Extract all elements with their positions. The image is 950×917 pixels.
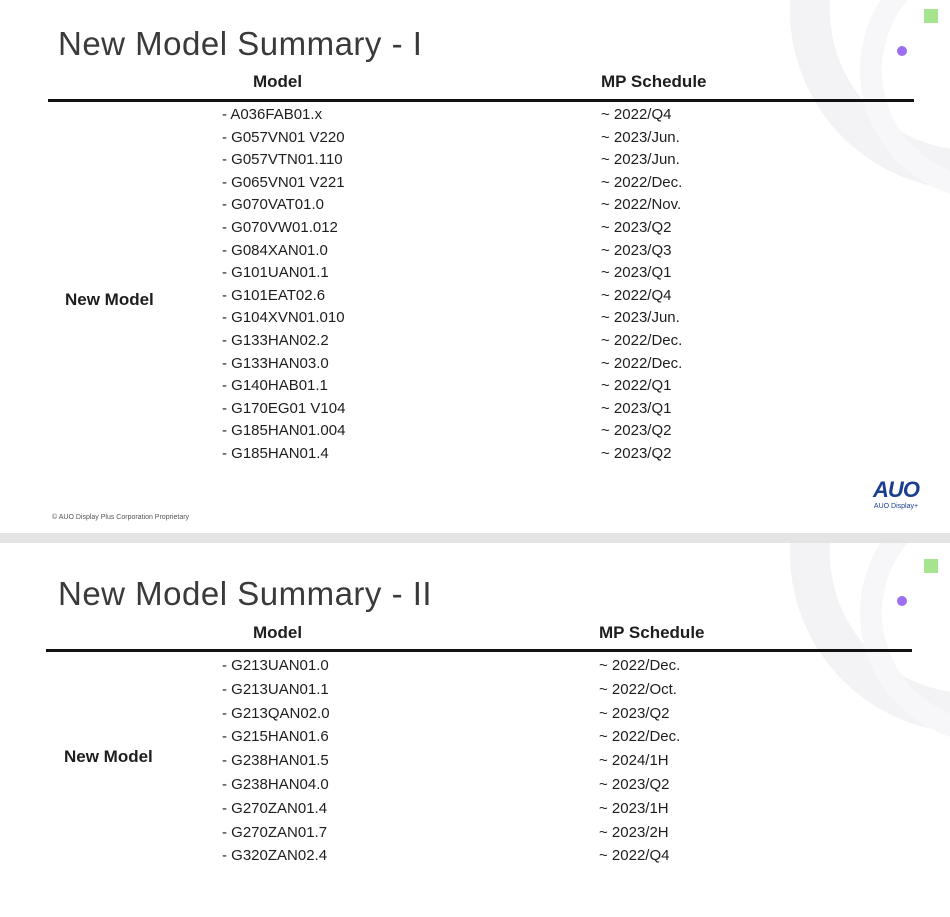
model-item: - G213UAN01.0: [222, 657, 329, 674]
copyright-footer: © AUO Display Plus Corporation Proprietary: [52, 514, 190, 521]
column-header-model: Model: [253, 72, 303, 91]
column-header-mp-schedule: MP Schedule: [599, 623, 705, 642]
schedule-list: [601, 104, 682, 466]
schedule-item: ~ 2023/Q1: [601, 264, 672, 282]
row-label-new-model: New Model: [65, 290, 154, 309]
model-item: - G213QAN02.0: [222, 704, 330, 722]
model-item: - G270ZAN01.7: [222, 823, 328, 841]
schedule-list: [599, 654, 680, 868]
schedule-item: ~ 2022/Q4: [601, 106, 672, 123]
schedule-item: ~ 2022/Dec.: [599, 728, 681, 746]
model-item: - G070VAT01.0: [222, 196, 324, 214]
schedule-item: ~ 2022/Oct.: [599, 680, 677, 698]
schedule-item: ~ 2023/2H: [599, 823, 669, 841]
auo-logo-subtitle: AUO Display+: [873, 503, 919, 510]
schedule-item: ~ 2023/Q3: [601, 241, 672, 259]
schedule-item: ~ 2022/Dec.: [601, 331, 683, 349]
model-item: - G133HAN03.0: [222, 354, 329, 372]
model-item: - G101EAT02.6: [222, 286, 326, 304]
model-item: - G101UAN01.1: [222, 264, 329, 282]
purple-dot-decoration: [897, 596, 907, 606]
schedule-item: ~ 2022/Nov.: [601, 196, 682, 214]
model-item: - G104XVN01.010: [222, 309, 345, 327]
schedule-item: ~ 2022/Q4: [601, 286, 672, 304]
header-rule: [46, 649, 912, 652]
schedule-item: ~ 2023/Q2: [599, 775, 670, 793]
model-list: [222, 104, 345, 466]
schedule-item: ~ 2023/Q1: [601, 399, 672, 417]
model-item: - G270ZAN01.4: [222, 799, 328, 817]
schedule-item: ~ 2023/Q2: [601, 218, 672, 236]
green-square-decoration: [924, 9, 938, 23]
model-item: - A036FAB01.x: [222, 106, 323, 123]
model-item: - G084XAN01.0: [222, 241, 328, 259]
model-item: - G057VN01 V220: [222, 128, 345, 146]
model-list: [222, 654, 330, 868]
page-title: New Model Summary - II: [58, 575, 433, 612]
model-item: - G238HAN01.5: [222, 752, 329, 770]
model-item: - G185HAN01.4: [222, 444, 329, 462]
model-item: - G070VW01.012: [222, 218, 338, 236]
model-item: - G140HAB01.1: [222, 377, 328, 395]
schedule-item: ~ 2023/Jun.: [601, 309, 680, 327]
page-title: New Model Summary - I: [58, 25, 423, 62]
model-item: - G213UAN01.1: [222, 680, 329, 698]
schedule-item: ~ 2022/Q1: [601, 377, 672, 395]
schedule-item: ~ 2022/Q4: [599, 847, 670, 865]
model-item: - G057VTN01.110: [222, 151, 343, 169]
auo-logo-mark: AUO: [873, 477, 919, 502]
auo-logo: [862, 478, 930, 514]
column-header-mp-schedule: MP Schedule: [601, 72, 707, 91]
green-square-decoration: [924, 559, 938, 573]
model-item: - G238HAN04.0: [222, 775, 329, 793]
schedule-item: ~ 2022/Dec.: [601, 354, 683, 372]
purple-dot-decoration: [897, 46, 907, 56]
model-item: - G185HAN01.004: [222, 422, 346, 440]
model-item: - G215HAN01.6: [222, 728, 329, 746]
column-header-model: Model: [253, 623, 303, 642]
schedule-item: ~ 2023/Jun.: [601, 151, 680, 169]
model-item: - G320ZAN02.4: [222, 847, 328, 865]
schedule-item: ~ 2022/Dec.: [601, 173, 683, 191]
header-rule: [48, 99, 914, 102]
model-item: - G133HAN02.2: [222, 331, 329, 349]
schedule-item: ~ 2023/Jun.: [601, 128, 680, 146]
schedule-item: ~ 2022/Dec.: [599, 657, 681, 674]
schedule-item: ~ 2023/Q2: [601, 444, 672, 462]
slide-2: [0, 543, 950, 917]
schedule-item: ~ 2023/Q2: [599, 704, 670, 722]
schedule-item: ~ 2024/1H: [599, 752, 669, 770]
row-label-new-model: New Model: [64, 747, 153, 766]
schedule-item: ~ 2023/Q2: [601, 422, 672, 440]
slide-divider: [0, 533, 950, 543]
schedule-item: ~ 2023/1H: [599, 799, 669, 817]
model-item: - G170EG01 V104: [222, 399, 346, 417]
model-item: - G065VN01 V221: [222, 173, 345, 191]
